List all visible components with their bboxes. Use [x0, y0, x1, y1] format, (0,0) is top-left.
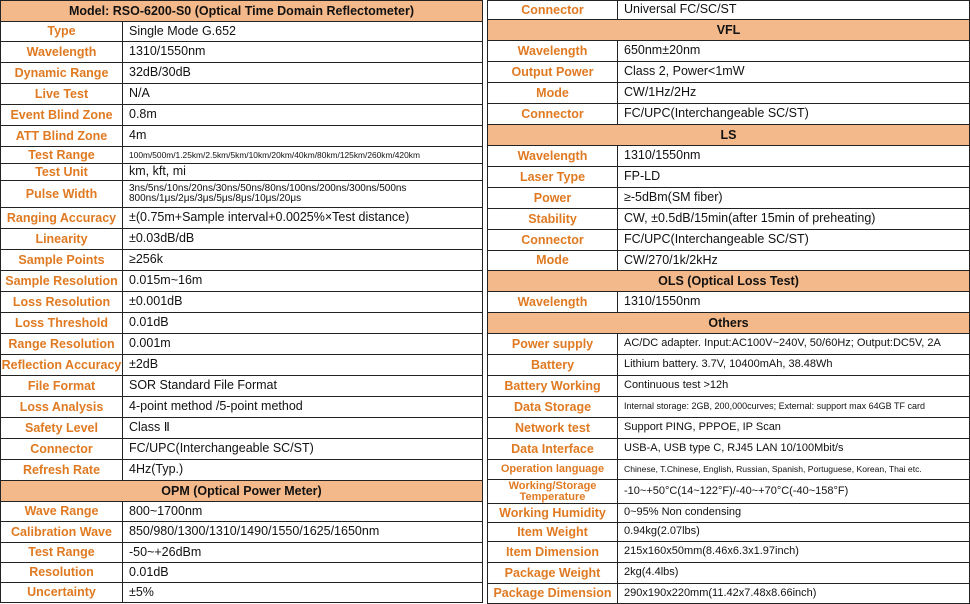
- spec-row: [487, 376, 970, 397]
- spec-value: Universal FC/SC/ST: [624, 2, 737, 17]
- spec-key: Wavelength: [1, 42, 123, 62]
- spec-value: 0.94kg(2.07lbs): [624, 525, 700, 538]
- spec-key: Working Humidity: [488, 504, 618, 522]
- spec-row: [487, 460, 970, 480]
- spec-key: Mode: [488, 251, 618, 270]
- spec-key: Type: [1, 22, 123, 41]
- spec-value: Internal storage: 2GB, 200,000curves; External: support max 64GB TF card: [624, 401, 925, 412]
- spec-value: -50~+26dBm: [129, 544, 202, 559]
- spec-value: SOR Standard File Format: [129, 378, 277, 393]
- spec-value: ±0.03dB/dB: [129, 231, 195, 246]
- spec-row: [0, 397, 483, 418]
- spec-row: [487, 504, 970, 523]
- spec-row: [0, 229, 483, 250]
- spec-value: 4-point method /5-point method: [129, 399, 303, 414]
- spec-key: Data Storage: [488, 397, 618, 417]
- spec-key: Ranging Accuracy: [1, 208, 123, 228]
- spec-key: Loss Threshold: [1, 313, 123, 333]
- spec-value: ≥-5dBm(SM fiber): [624, 190, 723, 205]
- spec-value: km, kft, mi: [129, 164, 186, 179]
- spec-value: N/A: [129, 86, 150, 101]
- spec-row: [0, 292, 483, 313]
- spec-key: Battery: [488, 355, 618, 375]
- spec-value: -10~+50°C(14~122°F)/-40~+70°C(-40~158°F): [624, 484, 849, 497]
- spec-row: [487, 41, 970, 62]
- spec-row: [487, 334, 970, 355]
- spec-row: [487, 83, 970, 104]
- spec-value: 800~1700nm: [129, 503, 203, 518]
- spec-row: [487, 146, 970, 167]
- spec-value: 0.8m: [129, 107, 157, 122]
- spec-key: Sample Points: [1, 250, 123, 270]
- spec-value: Continuous test >12h: [624, 379, 729, 392]
- others-title: Others: [708, 316, 749, 330]
- spec-key: Item Dimension: [488, 542, 618, 562]
- spec-key: Loss Analysis: [1, 397, 123, 417]
- spec-row: [487, 104, 970, 125]
- spec-key: Test Range: [1, 543, 123, 562]
- spec-value: 100m/500m/1.25km/2.5km/5km/10km/20km/40km/80km/125km/260km/420km: [129, 149, 420, 160]
- spec-value: 2kg(4.4lbs): [624, 566, 679, 579]
- spec-key: Network test: [488, 418, 618, 438]
- spec-key: Live Test: [1, 84, 123, 104]
- spec-key: Working/Storage Temperature: [488, 480, 618, 503]
- spec-key: Linearity: [1, 229, 123, 249]
- spec-row: [0, 563, 483, 583]
- spec-row: [0, 313, 483, 334]
- ols-section-header: [487, 271, 970, 292]
- otdr-section-header: [0, 0, 483, 22]
- spec-key: Wavelength: [488, 41, 618, 61]
- spec-value: ±5%: [129, 584, 154, 599]
- others-section-header: [487, 313, 970, 334]
- spec-row: [487, 292, 970, 313]
- spec-key: Resolution: [1, 563, 123, 582]
- spec-value: Lithium battery. 3.7V, 10400mAh, 38.48Wh: [624, 358, 833, 371]
- spec-row: [487, 209, 970, 230]
- spec-key: Connector: [1, 439, 123, 459]
- spec-key: Dynamic Range: [1, 63, 123, 83]
- spec-row: [0, 583, 483, 603]
- spec-row: [0, 84, 483, 105]
- spec-value: FP-LD: [624, 169, 661, 184]
- spec-key: Mode: [488, 83, 618, 103]
- spec-value: Chinese, T.Chinese, English, Russian, Spanish, Portuguese, Korean, Thai etc.: [624, 463, 922, 474]
- opm-section-header: [0, 481, 483, 502]
- spec-key: Wavelength: [488, 292, 618, 312]
- spec-value: CW/1Hz/2Hz: [624, 85, 697, 100]
- spec-row: [487, 397, 970, 418]
- spec-key: Connector: [488, 104, 618, 124]
- spec-value: USB-A, USB type C, RJ45 LAN 10/100Mbit/s: [624, 442, 844, 455]
- spec-row: [0, 355, 483, 376]
- spec-value: Class 2, Power<1mW: [624, 64, 745, 79]
- spec-value: AC/DC adapter. Input:AC100V~240V, 50/60Hz; Output:DC5V, 2A: [624, 337, 941, 350]
- spec-value: 1310/1550nm: [624, 294, 701, 309]
- spec-row: [0, 418, 483, 439]
- spec-row: [487, 563, 970, 584]
- spec-key: Power: [488, 188, 618, 208]
- spec-row: [487, 523, 970, 542]
- spec-row: [0, 334, 483, 355]
- spec-row: [0, 460, 483, 481]
- spec-row: [0, 63, 483, 84]
- spec-key: Safety Level: [1, 418, 123, 438]
- spec-key: Stability: [488, 209, 618, 229]
- spec-value: ±2dB: [129, 357, 159, 372]
- spec-key: Data Interface: [488, 439, 618, 459]
- spec-row: [487, 480, 970, 504]
- spec-row: [487, 251, 970, 271]
- spec-row: [487, 584, 970, 604]
- spec-value: 850/980/1300/1310/1490/1550/1625/1650nm: [129, 524, 380, 539]
- spec-row: [0, 105, 483, 126]
- spec-row: [0, 271, 483, 292]
- ls-title: LS: [720, 128, 737, 142]
- spec-value: 650nm±20nm: [624, 43, 701, 58]
- vfl-title: VFL: [716, 23, 741, 37]
- spec-row: [487, 355, 970, 376]
- spec-key: Power supply: [488, 334, 618, 354]
- spec-row: [487, 0, 970, 20]
- spec-key: Connector: [488, 230, 618, 250]
- spec-key: Reflection Accuracy: [1, 355, 123, 375]
- spec-row: [0, 502, 483, 522]
- spec-row: [0, 164, 483, 181]
- spec-row: [0, 42, 483, 63]
- opm-title: OPM (Optical Power Meter): [161, 484, 322, 498]
- spec-value: CW, ±0.5dB/15min(after 15min of preheating): [624, 211, 876, 226]
- spec-key: Event Blind Zone: [1, 105, 123, 125]
- spec-row: [487, 230, 970, 251]
- spec-value: 4m: [129, 128, 147, 143]
- spec-row: [0, 522, 483, 543]
- spec-key: Item Weight: [488, 523, 618, 541]
- spec-key: Package Weight: [488, 563, 618, 583]
- spec-value: 4Hz(Typ.): [129, 462, 184, 477]
- spec-key: File Format: [1, 376, 123, 396]
- spec-key: Loss Resolution: [1, 292, 123, 312]
- spec-key: Laser Type: [488, 167, 618, 187]
- spec-row: [0, 181, 483, 208]
- spec-key: Output Power: [488, 62, 618, 82]
- spec-value: Support PING, PPPOE, IP Scan: [624, 421, 781, 434]
- spec-key: Uncertainty: [1, 583, 123, 602]
- spec-value: 0~95% Non condensing: [624, 506, 742, 519]
- spec-value: FC/UPC(Interchangeable SC/ST): [624, 232, 809, 247]
- spec-value: 3ns/5ns/10ns/20ns/30ns/50ns/80ns/100ns/200ns/300ns/500ns 800ns/1μs/2μs/3μs/5μs/8μs/10μs/20μs: [129, 182, 407, 204]
- spec-value: ≥256k: [129, 252, 163, 267]
- spec-value: 0.01dB: [129, 315, 169, 330]
- spec-key: Refresh Rate: [1, 460, 123, 480]
- spec-value: FC/UPC(Interchangeable SC/ST): [624, 106, 809, 121]
- spec-value: FC/UPC(Interchangeable SC/ST): [129, 441, 314, 456]
- vfl-section-header: [487, 20, 970, 41]
- spec-value: 0.001m: [129, 336, 171, 351]
- spec-row: [487, 188, 970, 209]
- spec-value: 32dB/30dB: [129, 65, 191, 80]
- spec-value: ±0.001dB: [129, 294, 183, 309]
- spec-value: 0.015m~16m: [129, 273, 203, 288]
- spec-key: ATT Blind Zone: [1, 126, 123, 146]
- spec-value: Class Ⅱ: [129, 420, 170, 435]
- spec-key: Range Resolution: [1, 334, 123, 354]
- spec-row: [0, 126, 483, 147]
- spec-value: 1310/1550nm: [624, 148, 701, 163]
- spec-key: Operation language: [488, 460, 618, 479]
- spec-key: Test Unit: [1, 164, 123, 180]
- spec-key: Test Range: [1, 147, 123, 163]
- ols-title: OLS (Optical Loss Test): [658, 274, 799, 288]
- spec-row: [0, 22, 483, 42]
- spec-row: [487, 439, 970, 460]
- right-spec-table: [487, 0, 970, 604]
- spec-key: Pulse Width: [1, 181, 123, 207]
- spec-key: Package Dimension: [488, 584, 618, 603]
- spec-value: 290x190x220mm(11.42x7.48x8.66inch): [624, 586, 817, 599]
- spec-value: ±(0.75m+Sample interval+0.0025%×Test distance): [129, 210, 410, 225]
- otdr-title: Model: RSO-6200-S0 (Optical Time Domain Reflectometer): [69, 4, 414, 18]
- spec-row: [0, 376, 483, 397]
- spec-value: 0.01dB: [129, 564, 169, 579]
- spec-value: 215x160x50mm(8.46x6.3x1.97inch): [624, 545, 799, 558]
- left-spec-table: [0, 0, 483, 603]
- spec-key: Battery Working: [488, 376, 618, 396]
- spec-key: Sample Resolution: [1, 271, 123, 291]
- spec-row: [0, 543, 483, 563]
- spec-row: [0, 147, 483, 164]
- spec-row: [0, 439, 483, 460]
- spec-value: 1310/1550nm: [129, 44, 206, 59]
- spec-key: Calibration Wave: [1, 522, 123, 542]
- spec-row: [487, 62, 970, 83]
- spec-value: Single Mode G.652: [129, 23, 237, 38]
- spec-key: Wave Range: [1, 502, 123, 521]
- spec-row: [0, 250, 483, 271]
- spec-value: CW/270/1k/2kHz: [624, 252, 718, 267]
- spec-key: Wavelength: [488, 146, 618, 166]
- spec-row: [487, 167, 970, 188]
- spec-key: Connector: [488, 1, 618, 19]
- spec-row: [487, 542, 970, 563]
- ls-section-header: [487, 125, 970, 146]
- spec-row: [487, 418, 970, 439]
- spec-row: [0, 208, 483, 229]
